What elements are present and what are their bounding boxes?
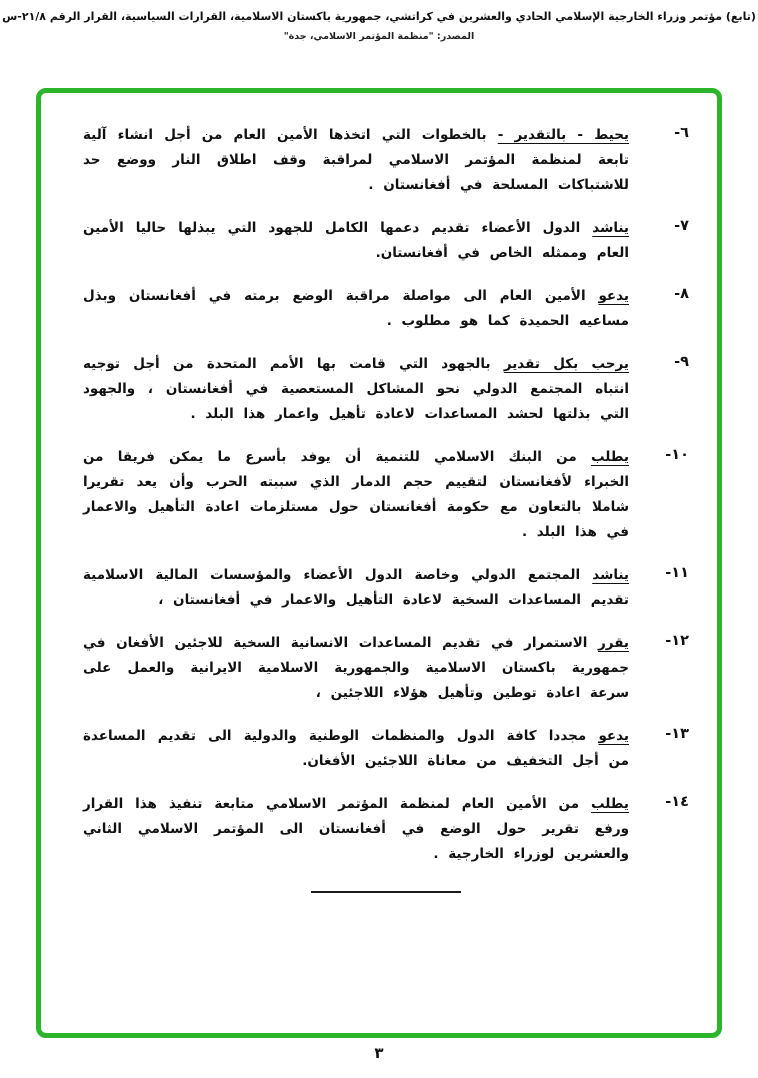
item-text: [83, 123, 629, 198]
item-body-text: بالخطوات التي اتخذها الأمين العام من أجل انشاء آلية تابعة لمنظمة المؤتمر الاسلامي لمراقبة وقف اطلاق النار ووضع حد للاشتباكات المسلحة في أفغانستان .: [83, 127, 629, 193]
item-text: [83, 352, 629, 427]
item-body-text: المجتمع الدولي وخاصة الدول الأعضاء والمؤسسات المالية الاسلامية تقديم المساعدات السخية لاعادة التأهيل والاعمار في أفغانستان ،: [83, 567, 629, 608]
list-item: [83, 563, 689, 613]
resolution-clauses-list: [83, 123, 689, 867]
item-body-text: من الأمين العام لمنظمة المؤتمر الاسلامي متابعة تنفيذ هذا القرار ورفع تقرير حول الوضع في أفغانستان الى المؤتمر الاسلامي الثاني والعشرين لوزراء الخارجية .: [83, 796, 629, 862]
page-number: ٣: [374, 1044, 384, 1062]
item-text: [83, 724, 629, 774]
item-body-text: بالجهود التي قامت بها الأمم المتحدة من أجل توجيه انتباه المجتمع الدولي نحو المشاكل المستعصية في أفغانستان ، والجهود التي بذلتها لحشد المساعدات لاعادة تأهيل واعمار هذا البلد .: [83, 356, 629, 422]
item-number: -١٣: [665, 726, 689, 742]
document-reference-line: (تابع) مؤتمر وزراء الخارجية الإسلامي الحادي والعشرين في كراتشي، جمهورية باكستان الاسلامية، القرارات السياسية، القرار الرقم ٢١/٨-س: [2, 10, 756, 23]
item-text: [83, 445, 629, 545]
item-lead-word: يدعو: [598, 288, 630, 304]
item-lead-word: يرحب بكل تقدير: [503, 356, 629, 372]
item-lead-word: يطلب: [590, 796, 630, 812]
item-number: -٩: [674, 354, 689, 370]
item-number: -٦: [674, 125, 689, 141]
item-body-text: مجددا كافة الدول والمنظمات الوطنية والدولية الى تقديم المساعدة من أجل التخفيف من معاناة اللاجئين الأفغان.: [83, 728, 629, 769]
list-item: [83, 123, 689, 198]
list-item: [83, 352, 689, 427]
list-item: [83, 445, 689, 545]
item-lead-word: يطلب: [590, 449, 629, 465]
item-number: -١١: [665, 565, 689, 581]
list-item: [83, 724, 689, 774]
item-body-text: الأمين العام الى مواصلة مراقبة الوضع برمته في أفغانستان وبذل مساعيه الحميدة كما هو مطلوب .: [83, 288, 629, 329]
item-lead-word: يناشد: [592, 220, 629, 236]
item-body-text: الدول الأعضاء تقديم دعمها الكامل للجهود التي يبذلها حاليا الأمين العام وممثله الخاص في أفغانستان.: [83, 220, 629, 261]
item-lead-word: يدعو: [598, 728, 630, 744]
list-item: [83, 631, 689, 706]
item-number: -١٢: [665, 633, 689, 649]
end-of-text-rule: [311, 891, 461, 893]
green-border-frame: [36, 88, 722, 1038]
item-lead-word: يناشد: [592, 567, 629, 583]
item-text: [83, 563, 629, 613]
item-lead-word: يحيط - بالتقدير -: [497, 127, 629, 143]
list-item: [83, 216, 689, 266]
item-body-text: من البنك الاسلامي للتنمية أن يوفد بأسرع ما يمكن فريقا من الخبراء لأفغانستان لتقييم حجم الدمار الذي سببته الحرب وأن يعد تقريرا شاملا بالتعاون مع حكومة أفغانستان حول مستلزمات اعادة التأهيل والاعمار في هذا البلد .: [83, 449, 629, 540]
item-text: [83, 792, 629, 867]
item-number: -١٤: [665, 794, 689, 810]
list-item: [83, 284, 689, 334]
item-text: [83, 216, 629, 266]
item-text: [83, 284, 629, 334]
item-text: [83, 631, 629, 706]
list-item: [83, 792, 689, 867]
document-source-line: المصدر: "منظمة المؤتمر الاسلامي، جدة": [283, 31, 475, 42]
item-lead-word: يقرر: [598, 635, 629, 651]
item-body-text: الاستمرار في تقديم المساعدات الانسانية السخية للاجئين الأفغان في جمهورية باكستان الاسلامية والجمهورية الاسلامية الايرانية والعمل على سرعة اعادة توطين وتأهيل هؤلاء اللاجئين ،: [83, 635, 629, 701]
item-number: -١٠: [665, 447, 689, 463]
item-number: -٨: [674, 286, 689, 302]
item-number: -٧: [674, 218, 689, 234]
